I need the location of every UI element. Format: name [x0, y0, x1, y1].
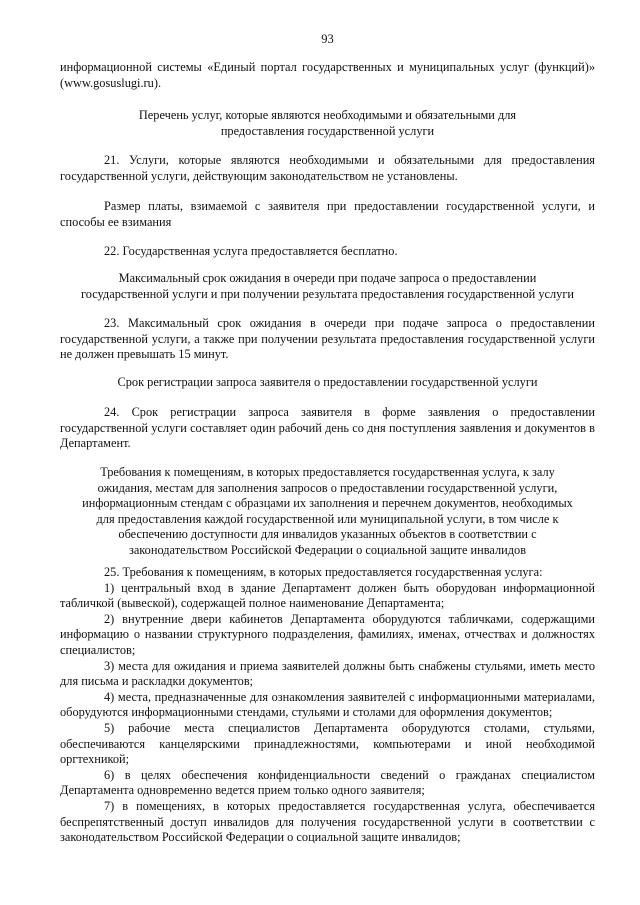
heading-services-line2: предоставления государственной услуги	[220, 123, 435, 138]
list-item: 5) рабочие места специалистов Департамента оборудуются столами, стульями, обеспечиваются канцелярскими принадлежностями, компьютерами и иной необходимой оргтехникой;	[60, 720, 595, 767]
paragraph-21: 21. Услуги, которые являются необходимыми и обязательными для предоставления государственной услуги, действующим законодательством не установлены.	[60, 153, 595, 183]
heading-requirements-line: законодательством Российской Федерации о социальной защите инвалидов	[128, 542, 527, 557]
paragraph-25: 25. Требования к помещениям, в которых предоставляется государственная услуга:	[104, 565, 543, 579]
paragraph-portal: информационной системы «Единый портал государственных и муниципальных услуг (функций)» (www.gosuslugi.ru).	[60, 60, 595, 90]
heading-requirements-line: информационным стендам с образцами их заполнения и перечнем документов, необходимых	[82, 496, 573, 511]
list-item: 4) места, предназначенные для ознакомления заявителей с информационными материалами, оборудуются информационными стендами, стульями и столами для оформления документов;	[60, 689, 595, 720]
heading-requirements-line: Требования к помещениям, в которых предоставляется государственная услуга, к залу	[100, 465, 555, 479]
heading-requirements	[60, 465, 595, 559]
list-item: 3) места для ожидания и приема заявителей должны быть снабжены стульями, иметь место для письма и раскладки документов;	[60, 658, 595, 689]
list-item: 7) в помещениях, в которых предоставляется государственная услуга, обеспечивается беспрепятственный доступ инвалидов для получения государственной услуги в соответствии с законодательством Российской Федерации о социальной защите инвалидов;	[60, 798, 595, 845]
paragraph-24: 24. Срок регистрации запроса заявителя в форме заявления о предоставлении государственной услуги составляет один рабочий день со дня поступления заявления и документов в Департамент.	[60, 405, 595, 451]
heading-fee: Размер платы, взимаемой с заявителя при предоставлении государственной услуги, и способы ее взимания	[60, 199, 595, 229]
paragraph-23: 23. Максимальный срок ожидания в очереди при подаче запроса о предоставлении государственной услуги, а также при получении результата предоставления государственной услуги не должен превышать 15 минут.	[60, 316, 595, 362]
heading-registration: Срок регистрации запроса заявителя о предоставлении государственной услуги	[117, 375, 538, 389]
page-number: 93	[321, 32, 334, 46]
list-item: 1) центральный вход в здание Департамент должен быть оборудован информационной табличкой (вывеской), содержащей полное наименование Департамента;	[60, 580, 595, 611]
section-25	[60, 565, 595, 846]
list-item: 2) внутренние двери кабинетов Департамента оборудуются табличками, содержащими информацию о названии структурного подразделения, фамилиях, именах, отчествах и должностях специалистов;	[60, 611, 595, 657]
list-item: 6) в целях обеспечения конфиденциальности сведений о гражданах специалистом Департамента одновременно ведется прием только одного заявителя;	[60, 767, 595, 798]
heading-requirements-line: ожидания, местам для заполнения запросов о предоставлении государственной услуги,	[97, 480, 558, 495]
heading-requirements-line: обеспечению доступности для инвалидов указанных объектов в соответствии с	[118, 527, 537, 542]
paragraph-22: 22. Государственная услуга предоставляется бесплатно.	[104, 244, 398, 258]
heading-requirements-line: для предоставления каждой государственной или муниципальной услуги, в том числе к	[96, 511, 559, 526]
heading-wait-line1: Максимальный срок ожидания в очереди при подаче запроса о предоставлении	[118, 271, 537, 285]
heading-wait-line2: государственной услуги и при получении результата предоставления государственной услуги	[80, 286, 575, 301]
heading-services-line1: Перечень услуг, которые являются необходимыми и обязательными для	[138, 108, 517, 122]
